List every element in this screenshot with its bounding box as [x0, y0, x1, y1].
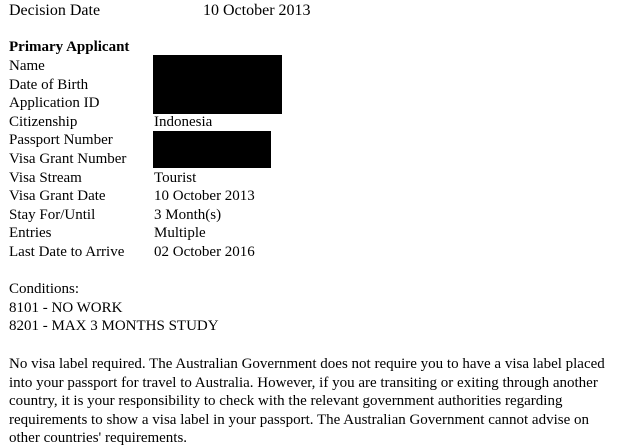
field-label: Application ID	[9, 95, 100, 112]
field-visa-stream	[9, 169, 389, 188]
condition-item: 8201 - MAX 3 MONTHS STUDY	[9, 318, 219, 335]
decision-date-value: 10 October 2013	[203, 2, 311, 19]
conditions-block	[9, 280, 219, 336]
field-citizenship	[9, 113, 389, 132]
field-value: Multiple	[154, 225, 206, 242]
field-entries	[9, 224, 389, 243]
redaction-box	[153, 55, 282, 114]
field-label: Visa Grant Date	[9, 188, 106, 205]
field-label: Last Date to Arrive	[9, 243, 125, 260]
field-value: 10 October 2013	[154, 188, 255, 205]
condition-item: 8101 - NO WORK	[9, 299, 123, 316]
decision-date-label: Decision Date	[9, 2, 101, 19]
field-label: Name	[9, 58, 45, 74]
field-value: Tourist	[154, 169, 197, 186]
field-label: Entries	[9, 225, 52, 242]
visa-label-notice: No visa label required. The Australian Government does not require you to have a visa label placed into your passport for travel to Australia. However, if you are transiting or exiting through another country, it is your responsibility to check with the relevant government authorities regarding requirements to show a visa label in your passport. The Australian Government cannot advise on other countries' requirements.	[9, 356, 605, 447]
field-label: Visa Grant Number	[9, 150, 127, 167]
field-last-date-to-arrive	[9, 243, 389, 262]
field-stay-for-until	[9, 206, 389, 225]
field-visa-grant-date	[9, 187, 389, 206]
field-value: 02 October 2016	[154, 243, 255, 260]
field-label: Citizenship	[9, 113, 78, 130]
field-label: Date of Birth	[9, 76, 89, 93]
decision-date-row	[9, 1, 609, 21]
field-label: Passport Number	[9, 132, 113, 149]
field-label: Stay For/Until	[9, 206, 96, 223]
field-label: Visa Stream	[9, 169, 82, 186]
conditions-heading: Conditions:	[9, 281, 80, 297]
primary-applicant-heading: Primary Applicant	[9, 39, 130, 55]
field-value: Indonesia	[154, 113, 213, 130]
field-value: 3 Month(s)	[154, 206, 222, 223]
redaction-box	[153, 131, 271, 168]
